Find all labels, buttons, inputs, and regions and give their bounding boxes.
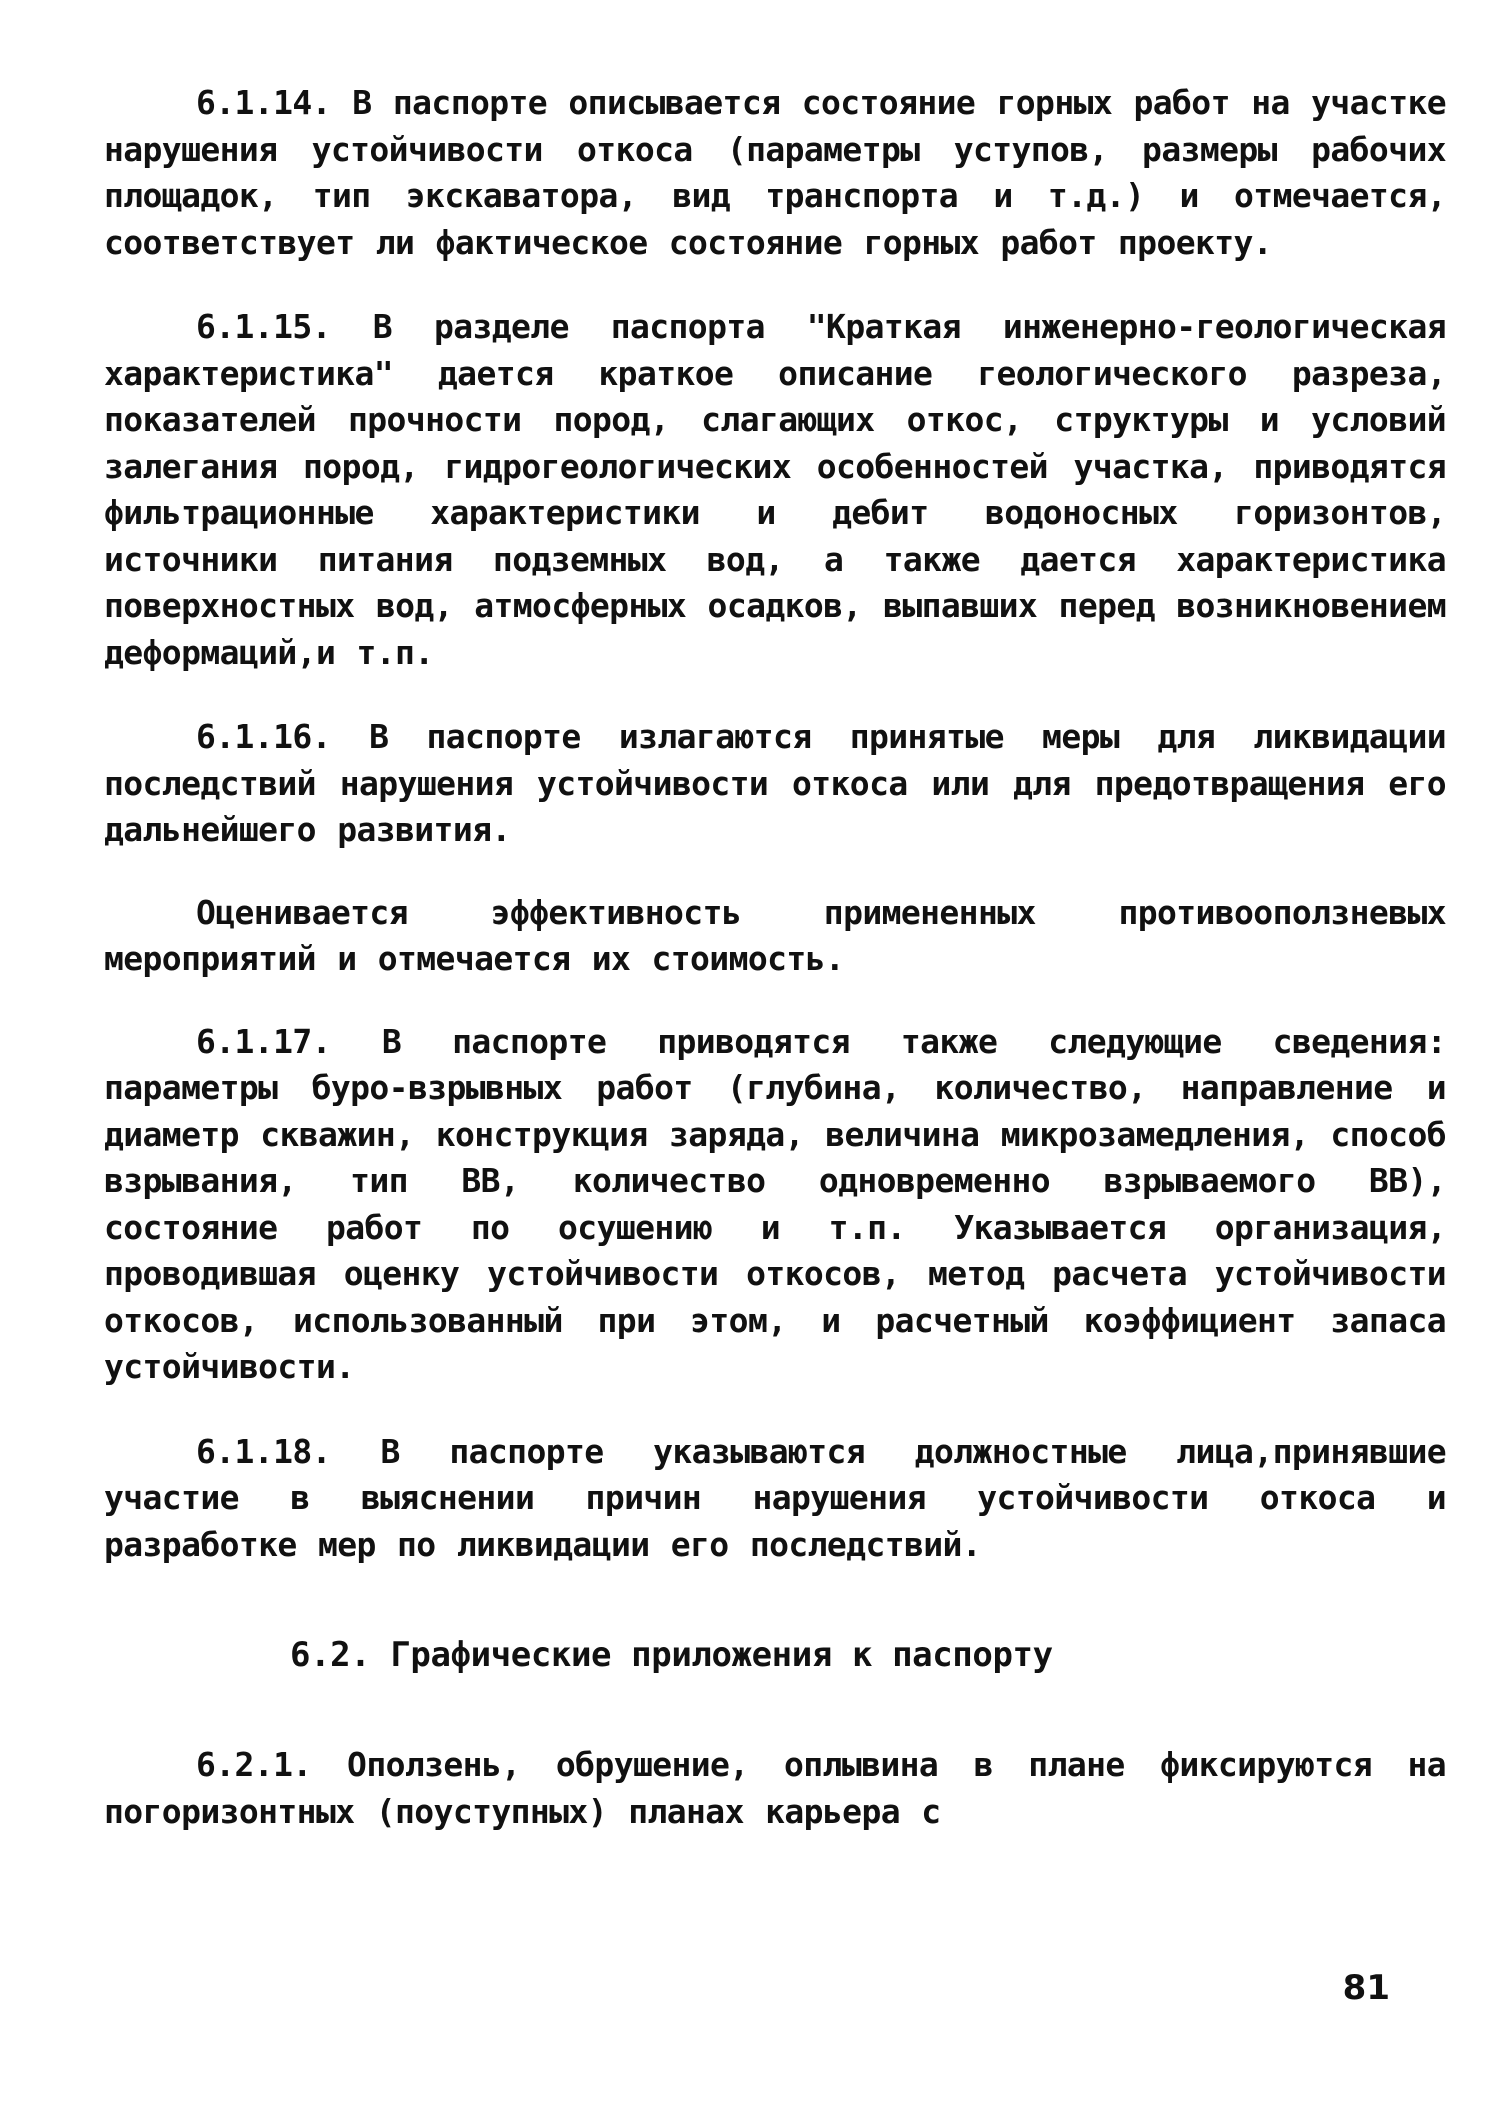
paragraph-6-1-17: 6.1.17. В паспорте приводятся также следующие сведения: параметры буро-взрывных работ (глубина, количество, направление и диаметр скважин, конструкция заряда, величина микрозамедления, способ взрывания, тип ВВ, количество одновременно взрываемого ВВ), состояние работ по осушению и т.п. Указывается организация, проводившая оценку устойчивости откосов, метод расчета устойчивости откосов, использованный при этом, и расчетный коэффициент запаса устойчивости. bbox=[104, 1021, 1446, 1386]
paragraph-6-1-16-continued: Оценивается эффективность примененных противооползневых мероприятий и отмечается их стоимость. bbox=[104, 892, 1446, 978]
paragraph-6-1-18: 6.1.18. В паспорте указываются должностные лица,принявшие участие в выяснении причин нарушения устойчивости откоса и разработке мер по ликвидации его последствий. bbox=[104, 1431, 1446, 1564]
paragraph-6-1-14: 6.1.14. В паспорте описывается состояние горных работ на участке нарушения устойчивости откоса (параметры уступов, размеры рабочих площадок, тип экскаватора, вид транспорта и т.д.) и отмечается, соответствует ли фактическое состояние горных работ проекту. bbox=[104, 83, 1446, 262]
page-number: 81 bbox=[1342, 1968, 1390, 2008]
paragraph-6-1-16: 6.1.16. В паспорте излагаются принятые меры для ликвидации последствий нарушения устойчивости откоса или для предотвращения его дальнейшего развития. bbox=[104, 717, 1446, 849]
document-page bbox=[104, 80, 1446, 1835]
paragraph-6-1-15: 6.1.15. В разделе паспорта "Краткая инженерно-геологическая характеристика" дается краткое описание геологического разреза, показателей прочности пород, слагающих откос, структуры и условий залегания пород, гидрогеологических особенностей участка, приводятся фильтрационные характеристики и дебит водоносных горизонтов, источники питания подземных вод, а также дается характеристика поверхностных вод, атмосферных осадков, выпавших перед возникновением деформаций,и т.п. bbox=[104, 307, 1446, 672]
section-heading: 6.2. Графические приложения к паспорту bbox=[290, 1635, 1053, 1675]
paragraph-6-2-1: 6.2.1. Оползень, обрушение, оплывина в плане фиксируются на погоризонтных (поуступных) планах карьера с bbox=[104, 1745, 1446, 1831]
